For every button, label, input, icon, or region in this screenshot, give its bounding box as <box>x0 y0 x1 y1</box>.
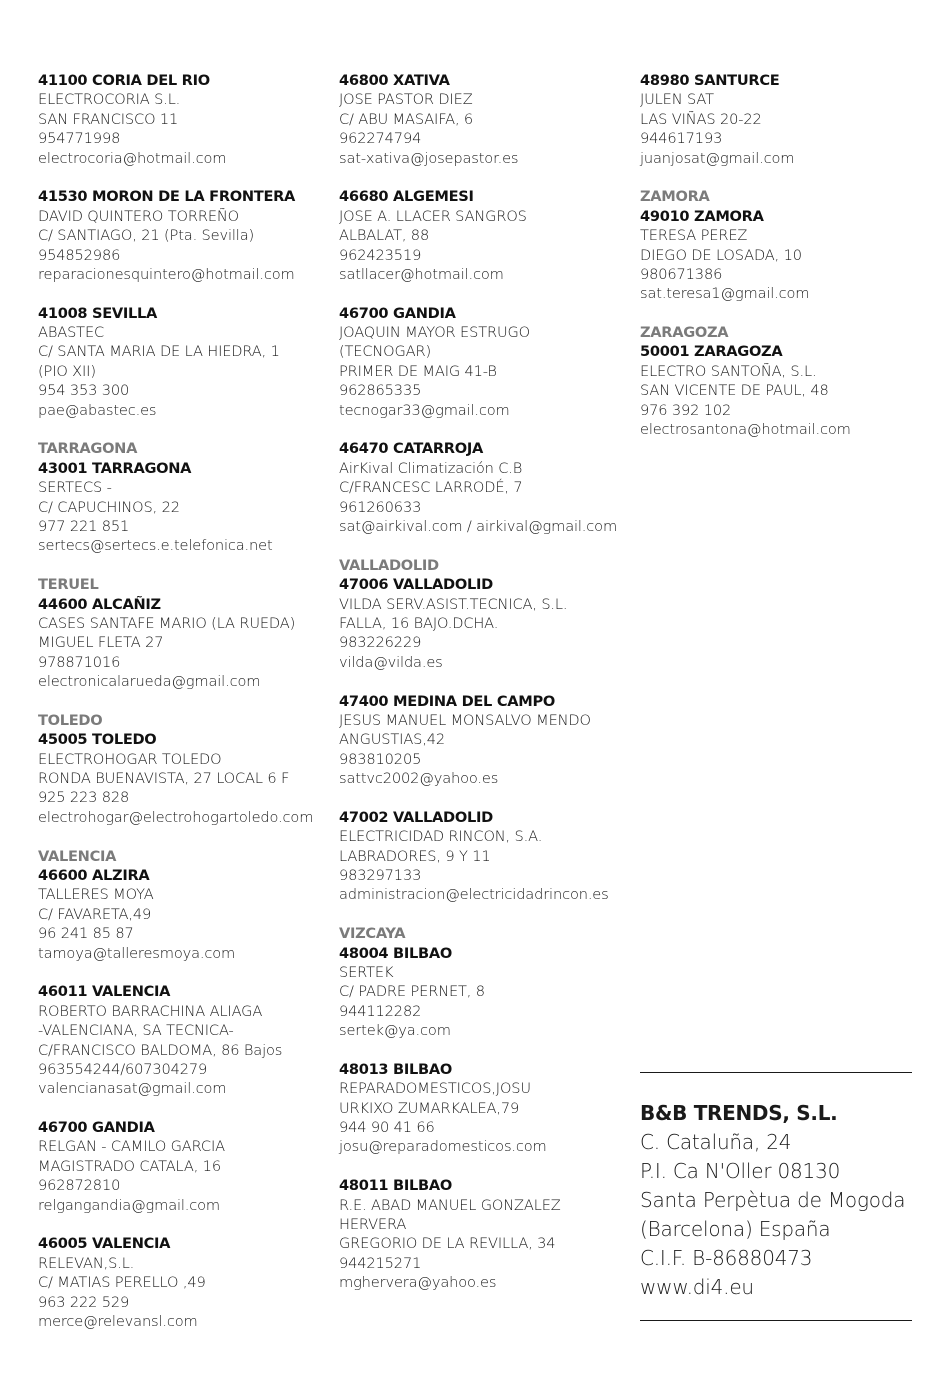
entry-line: ANGUSTIAS,42 <box>339 731 446 749</box>
entry-line: 944617193 <box>640 130 723 148</box>
entry-line: MIGUEL FLETA 27 <box>38 634 164 652</box>
entry-line: 944215271 <box>339 1254 422 1272</box>
entry-line: URKIXO ZUMARKALEA,79 <box>339 1099 520 1117</box>
entry-line: VILDA SERV.ASIST.TECNICA, S.L. <box>339 595 568 613</box>
entry-line: 944112282 <box>339 1002 422 1020</box>
company-address-line: P.I. Ca N'Oller 08130 <box>640 1159 841 1183</box>
entry-email[interactable]: sat.teresa1@gmail.com <box>640 285 810 303</box>
company-info <box>640 1072 912 1321</box>
entry-heading: 43001 TARRAGONA <box>38 459 192 477</box>
entry-email[interactable]: electrosantona@hotmail.com <box>640 421 851 439</box>
directory-entry <box>38 71 328 168</box>
top-divider <box>640 1072 912 1073</box>
entry-line: JOAQUIN MAYOR ESTRUGO <box>339 324 530 342</box>
directory-entry <box>339 71 629 168</box>
directory-entry <box>339 556 629 672</box>
entry-email[interactable]: tamoya@talleresmoya.com <box>38 944 236 962</box>
directory-entry <box>38 982 328 1098</box>
entry-line: DIEGO DE LOSADA, 10 <box>640 246 802 264</box>
entry-heading: 41008 SEVILLA <box>38 304 158 322</box>
entry-email[interactable]: pae@abastec.es <box>38 401 157 419</box>
entry-line: SERTECS - <box>38 479 112 497</box>
entry-line: 980671386 <box>640 265 723 283</box>
entry-line: 962423519 <box>339 246 422 264</box>
entry-line: (TECNOGAR) <box>339 343 432 361</box>
entry-email[interactable]: electronicalarueda@gmail.com <box>38 673 261 691</box>
entry-email[interactable]: sat-xativa@josepastor.es <box>339 149 519 167</box>
directory-entry <box>640 71 930 168</box>
directory-entry <box>339 1176 629 1292</box>
entry-line: ELECTRO SANTOÑA, S.L. <box>640 362 817 380</box>
entry-line: JOSE A. LLACER SANGROS <box>339 207 527 225</box>
entry-line: TERESA PEREZ <box>640 227 748 245</box>
entry-heading: 44600 ALCAÑIZ <box>38 595 161 613</box>
entry-line: 925 223 828 <box>38 789 130 807</box>
entry-line: LAS VIÑAS 20-22 <box>640 110 762 128</box>
entry-line: 976 392 102 <box>640 401 732 419</box>
entry-line: 977 221 851 <box>38 517 130 535</box>
entry-line: R.E. ABAD MANUEL GONZALEZ <box>339 1196 561 1214</box>
directory-entry <box>640 323 930 439</box>
directory-entry <box>38 439 328 555</box>
entry-line: SAN VICENTE DE PAUL, 48 <box>640 382 829 400</box>
entry-line: (PIO XII) <box>38 362 96 380</box>
entry-line: 983297133 <box>339 867 422 885</box>
entry-line: 963554244/607304279 <box>38 1060 208 1078</box>
entry-line: -VALENCIANA, SA TECNICA- <box>38 1022 234 1040</box>
entry-line: 954852986 <box>38 246 121 264</box>
directory-entry <box>339 187 629 284</box>
entry-heading: 47400 MEDINA DEL CAMPO <box>339 692 555 710</box>
region-heading: TOLEDO <box>38 711 103 729</box>
entry-line: C/FRANCESC LARRODÉ, 7 <box>339 479 523 497</box>
entry-line: REPARADOMESTICOS,JOSU <box>339 1080 531 1098</box>
entry-line: 954771998 <box>38 130 121 148</box>
entry-line: ELECTROCORIA S.L. <box>38 91 181 109</box>
entry-line: LABRADORES, 9 Y 11 <box>339 847 491 865</box>
entry-heading: 46680 ALGEMESI <box>339 188 474 206</box>
entry-heading: 47006 VALLADOLID <box>339 576 493 594</box>
entry-email[interactable]: josu@reparadomesticos.com <box>339 1138 547 1156</box>
entry-line: 96 241 85 87 <box>38 925 134 943</box>
directory-entry <box>38 1234 328 1331</box>
entry-email[interactable]: tecnogar33@gmail.com <box>339 401 510 419</box>
entry-line: PRIMER DE MAIG 41-B <box>339 362 497 380</box>
entry-line: RELGAN - CAMILO GARCIA <box>38 1138 225 1156</box>
entry-heading: 46011 VALENCIA <box>38 983 171 1001</box>
entry-email[interactable]: sertek@ya.com <box>339 1022 451 1040</box>
entry-line: 983810205 <box>339 750 422 768</box>
entry-email[interactable]: sat@airkival.com / airkival@gmail.com <box>339 517 618 535</box>
entry-line: ROBERTO BARRACHINA ALIAGA <box>38 1002 263 1020</box>
directory-entry <box>339 808 629 905</box>
entry-line: 963 222 529 <box>38 1293 130 1311</box>
company-website[interactable]: www.di4.eu <box>640 1275 754 1299</box>
region-heading: VALLADOLID <box>339 556 439 574</box>
entry-line: 962274794 <box>339 130 422 148</box>
entry-line: C/ FAVARETA,49 <box>38 905 152 923</box>
entry-email[interactable]: electrocoria@hotmail.com <box>38 149 227 167</box>
entry-line: C/ SANTIAGO, 21 (Pta. Sevilla) <box>38 227 255 245</box>
entry-heading: 48004 BILBAO <box>339 944 452 962</box>
region-heading: TARRAGONA <box>38 440 138 458</box>
entry-heading: 48013 BILBAO <box>339 1060 452 1078</box>
region-heading: ZAMORA <box>640 188 710 206</box>
entry-line: FALLA, 16 BAJO.DCHA. <box>339 614 499 632</box>
column-right <box>640 71 930 459</box>
entry-email[interactable]: vilda@vilda.es <box>339 653 443 671</box>
entry-heading: 46470 CATARROJA <box>339 440 483 458</box>
directory-entry <box>38 187 328 284</box>
entry-heading: 41100 CORIA DEL RIO <box>38 72 210 89</box>
region-heading: ZARAGOZA <box>640 324 729 342</box>
entry-line: 944 90 41 66 <box>339 1119 435 1137</box>
entry-line: C/ MATIAS PERELLO ,49 <box>38 1274 206 1292</box>
directory-entry <box>339 692 629 789</box>
region-heading: TERUEL <box>38 576 99 594</box>
entry-heading: 48011 BILBAO <box>339 1177 452 1195</box>
entry-email[interactable]: sertecs@sertecs.e.telefonica.net <box>38 537 273 555</box>
entry-line: C/ PADRE PERNET, 8 <box>339 983 485 1001</box>
entry-line: JULEN SAT <box>640 91 714 109</box>
entry-line: ALBALAT, 88 <box>339 227 430 245</box>
directory-entry <box>38 575 328 691</box>
directory-entry <box>38 304 328 420</box>
entry-email[interactable]: merce@relevansl.com <box>38 1313 198 1330</box>
entry-line: 962865335 <box>339 382 422 400</box>
entry-line: ELECTRICIDAD RINCON, S.A. <box>339 828 543 846</box>
entry-line: DAVID QUINTERO TORREÑO <box>38 207 239 225</box>
directory-entry <box>339 439 629 536</box>
entry-line: RELEVAN,S.L. <box>38 1254 135 1272</box>
entry-line: 954 353 300 <box>38 382 130 400</box>
entry-heading: 46800 XATIVA <box>339 72 450 89</box>
entry-line: SERTEK <box>339 963 394 981</box>
entry-line: JOSE PASTOR DIEZ <box>339 91 473 109</box>
entry-line: SAN FRANCISCO 11 <box>38 110 179 128</box>
entry-line: ELECTROHOGAR TOLEDO <box>38 750 222 768</box>
company-address-line: (Barcelona) España <box>640 1217 831 1241</box>
entry-line: C/ SANTA MARIA DE LA HIEDRA, 1 <box>38 343 280 361</box>
entry-email[interactable]: relgangandia@gmail.com <box>38 1196 221 1214</box>
entry-line: TALLERES MOYA <box>38 886 154 904</box>
entry-email[interactable]: mghervera@yahoo.es <box>339 1274 497 1292</box>
entry-line: 961260633 <box>339 498 422 516</box>
entry-email[interactable]: sattvc2002@yahoo.es <box>339 770 499 788</box>
entry-heading: 47002 VALLADOLID <box>339 808 493 826</box>
entry-heading: 46700 GANDIA <box>38 1119 155 1137</box>
directory-entry <box>339 1060 629 1157</box>
entry-line: 962872810 <box>38 1177 121 1195</box>
entry-heading: 46005 VALENCIA <box>38 1235 171 1253</box>
entry-line: GREGORIO DE LA REVILLA, 34 <box>339 1235 556 1253</box>
company-address-line: C. Cataluña, 24 <box>640 1130 792 1154</box>
entry-heading: 46700 GANDIA <box>339 304 456 322</box>
region-heading: VALENCIA <box>38 847 117 865</box>
company-name: B&B TRENDS, S.L. <box>640 1101 838 1125</box>
entry-line: C/ ABU MASAIFA, 6 <box>339 110 474 128</box>
entry-email[interactable]: reparacionesquintero@hotmail.com <box>38 265 295 283</box>
entry-email[interactable]: juanjosat@gmail.com <box>640 149 795 167</box>
entry-line: HERVERA <box>339 1216 407 1234</box>
entry-heading: 45005 TOLEDO <box>38 731 157 749</box>
directory-entry <box>339 304 629 420</box>
entry-heading: 46600 ALZIRA <box>38 867 150 885</box>
region-heading: VIZCAYA <box>339 925 406 943</box>
entry-email[interactable]: satllacer@hotmail.com <box>339 265 504 283</box>
directory-entry <box>38 1118 328 1215</box>
entry-line: AirKival Climatización C.B <box>339 459 523 477</box>
column-middle <box>339 71 629 1312</box>
entry-line: 983226229 <box>339 634 422 652</box>
entry-line: 978871016 <box>38 653 121 671</box>
entry-heading: 48980 SANTURCE <box>640 72 780 89</box>
directory-entry <box>339 924 629 1040</box>
entry-line: MAGISTRADO CATALA, 16 <box>38 1157 221 1175</box>
entry-email[interactable]: administracion@electricidadrincon.es <box>339 886 609 904</box>
bottom-divider <box>640 1320 912 1321</box>
entry-line: RONDA BUENAVISTA, 27 LOCAL 6 F <box>38 770 290 788</box>
entry-line: ABASTEC <box>38 324 105 342</box>
directory-entry <box>640 187 930 303</box>
column-left <box>38 71 328 1351</box>
entry-line: C/FRANCISCO BALDOMA, 86 Bajos <box>38 1041 283 1059</box>
entry-heading: 41530 MORON DE LA FRONTERA <box>38 188 296 206</box>
entry-line: CASES SANTAFE MARIO (LA RUEDA) <box>38 614 296 632</box>
entry-email[interactable]: electrohogar@electrohogartoledo.com <box>38 808 314 826</box>
entry-heading: 49010 ZAMORA <box>640 207 764 225</box>
company-address-line: Santa Perpètua de Mogoda <box>640 1188 906 1212</box>
entry-line: C/ CAPUCHINOS, 22 <box>38 498 180 516</box>
directory-entry <box>38 847 328 963</box>
entry-email[interactable]: valencianasat@gmail.com <box>38 1080 227 1098</box>
directory-entry <box>38 711 328 827</box>
entry-line: JESUS MANUEL MONSALVO MENDO <box>339 711 591 729</box>
entry-heading: 50001 ZARAGOZA <box>640 343 783 361</box>
company-tax-id: C.I.F. B-86880473 <box>640 1246 813 1270</box>
